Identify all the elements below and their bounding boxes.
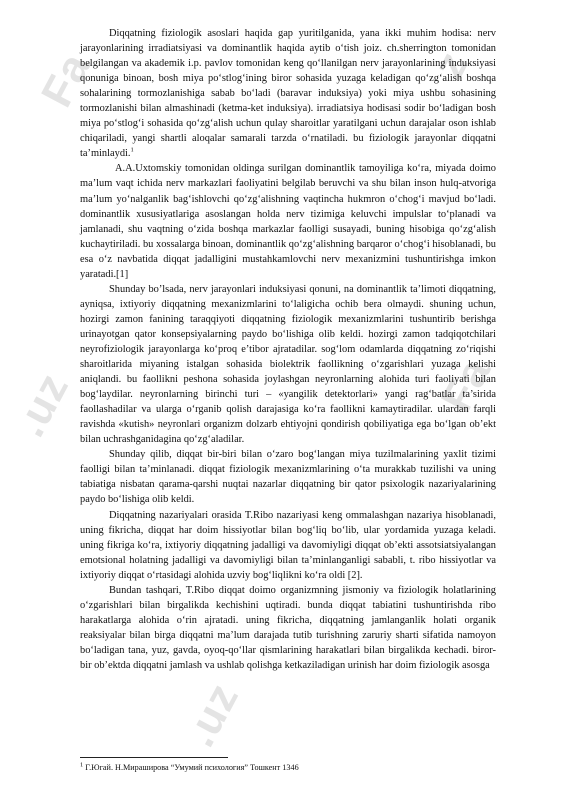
paragraph-text: Shunday bo’lsada, nerv jarayonlari induksiyasi qonuni, na dominantlik ta’limoti diqqatning, ayniqsa, ixtiyoriy diqqatning mexanizmlarini to‘laligicha ochib bera olmaydi. shuning uchun, hozirgi zamon fanining taraqqiyoti diqqatning fiziologik mexanizmlarini tushuntirib berishga urinayotgan qator konsepsiyalarning paydo bo‘lishiga olib keldi. hozirgi zamon tadqiqotchilari neyrofiziologik jarayonlarga ko‘proq e’tibor ajratadilar. sog‘lom odamlarda diqqatning zo‘riqishi sharoitlarida miyaning istalgan sohasida biolektrik faollikning o‘zgarishlari yuzaga kelishi aniqlandi. bu faollikni peshona sohasida joylashgan neyronlarning alohida turi faoliyati bilan bog‘laydilar. neyronlarning birinchi turi – «yangilik detektorlari» yangi rag‘batlar ta’sirida faollashadilar va ularga o‘rganib qolish darajasiga ko‘ra faollikni kamaytiradilar. ulardan farqli ravishda «kutish» neyronlari organizm dolzarb ehtiyojni qondirish qobiliyatiga ega bo‘lgan ob’ekt bilan uchrashganidagina qo‘zg‘aladilar. bbox=[80, 283, 496, 446]
paragraph bbox=[80, 508, 496, 583]
paragraph bbox=[80, 282, 496, 448]
footnote-text: Г.Югай. Н.Мираширова “Умумий психология” Тошкент 1346 bbox=[85, 763, 299, 772]
watermark-text: .uz bbox=[174, 674, 249, 755]
paragraph-text: Bundan tashqari, T.Ribo diqqat doimo organizmning jismoniy va fiziologik holatlarining o‘zgarishlari bilan birgalikda kechishini uqtiradi. bunda diqqat tabiatini tushuntirishda ribo harakatlarga alohida o‘rin ajratadi. uning fikricha, diqqatning jamlanganlik holati organik reaksiyalar bilan birga diqqatni ma’lum darajada tutib turishning zaruriy sharti sifatida namoyon bo‘ladigan tana, yuz, gavda, oyoq-qo‘llar qismlarining harakatlari bilan birgalikda kechadi. biror-bir ob’ektda diqqatni jamlash va ushlab qolishga ketkaziladigan urinish har doim fiziologik asosga bbox=[80, 584, 496, 671]
paragraph bbox=[80, 583, 496, 673]
footnote-divider bbox=[80, 757, 228, 758]
paragraph-text: Diqqatning nazariyalari orasida T.Ribo nazariyasi keng ommalashgan nazariya hisoblanadi, uning fikricha, diqqat har doim hissiyotlar bilan bog‘liq bo‘lib, ular yordamida yuzaga keladi. uning fikriga ko‘ra, ixtiyoriy diqqatning jadalligi va davomiyligi diqqat ob’ekti assotsiatsiyalangan emotsional holatning jadalligi va davomiyligi bilan ta’minlanganligi sababli, t. ribo hissiyotlar va ixtiyoriy diqqat o‘rtasidagi alohida uzviy bog‘liqlikni ko‘ra oldi [2]. bbox=[80, 509, 496, 581]
paragraph bbox=[80, 26, 496, 161]
footnote-reference[interactable]: 1 bbox=[130, 146, 134, 154]
paragraph-text: Shunday qilib, diqqat bir-biri bilan o‘zaro bog‘langan miya tuzilmalarining yaxlit tizimi faolligi bilan ta’minlanadi. diqqat fiziologik mexanizmlarining o‘ta murakkab tuzilishi va uning tabiatiga nisbatan qarama-qarshi nuqtai nazarlar diqqatning bir qator psixologik nazariyalarining paydo bo‘lishiga olib keldi. bbox=[80, 449, 496, 506]
watermark-text: .uz bbox=[4, 364, 79, 445]
paragraph-text: A.A.Uxtomskiy tomonidan oldinga surilgan dominantlik tamoyiliga ko‘ra, miyada doimo ma’lum vaqt ichida nerv markazlari faoliyatini belgilab beruvchi va shu bilan inson hulq-atvoriga ma’lum yo‘nalganlik bag‘ishlovchi qo‘zg‘alishning vaqtincha hukmron o‘chog‘i mavjud bo‘ladi. dominantlik xususiyatlariga asoslangan holda nerv tizimiga keluvchi impulslar to‘planadi va jamlanadi, shu vaqtning o‘zida boshqa markazlar faolligi susayadi, buning hisobiga qo‘zg‘alish kuchaytiriladi. bu xossalarga binoan, dominantlik qo‘zg‘alishning barqaror o‘chog‘i hisoblanadi, bu esa o‘z navbatida diqqat jadalligini mustahkamlovchi nerv mexanizmini tushuntirishga imkon yaratadi.[1] bbox=[80, 163, 496, 280]
watermark-text: Fa bbox=[32, 44, 101, 115]
watermark-text: Fa bbox=[432, 349, 501, 420]
footnote bbox=[80, 762, 496, 773]
paragraph-text: Diqqatning fiziologik asoslari haqida gap yuritilganida, yana ikki muhim hodisa: nerv jarayonlarining irradiatsiyasi va dominantlik haqida aytib o‘tish joiz. ch.sherrington tomonidan belgilangan va akademik i.p. pavlov tomonidan keng qo‘llanilgan nerv jarayonlarining induksiyasi qonuniga binoan, bosh miya po‘stlog‘ining biror sohasida yuzaga keladigan qo‘zg‘alish boshqa sohalarining tormozlanishiga sabab bo‘ladi (baravar induksiya) yoki miya ushbu sohasining tormozlanishi bilan almashinadi (ketma-ket induksiya). irradiatsiya hodisasi sodir bo‘ladigan bosh miya po‘stlog‘i sohasida qo‘zg‘alish uchun qulay sharoitlar yaratilgani uchun darajalar oson ishlab chiqariladi, yangi shartli aloqalar samarali tarzda o‘rnatiladi. bu fiziologik jarayonlar diqqatni ta’minlaydi. bbox=[80, 28, 496, 160]
paragraph bbox=[80, 447, 496, 507]
paragraph bbox=[80, 161, 496, 281]
body-text bbox=[80, 26, 496, 673]
watermark-text: z bbox=[424, 43, 479, 87]
footnote-number: 1 bbox=[80, 761, 84, 769]
